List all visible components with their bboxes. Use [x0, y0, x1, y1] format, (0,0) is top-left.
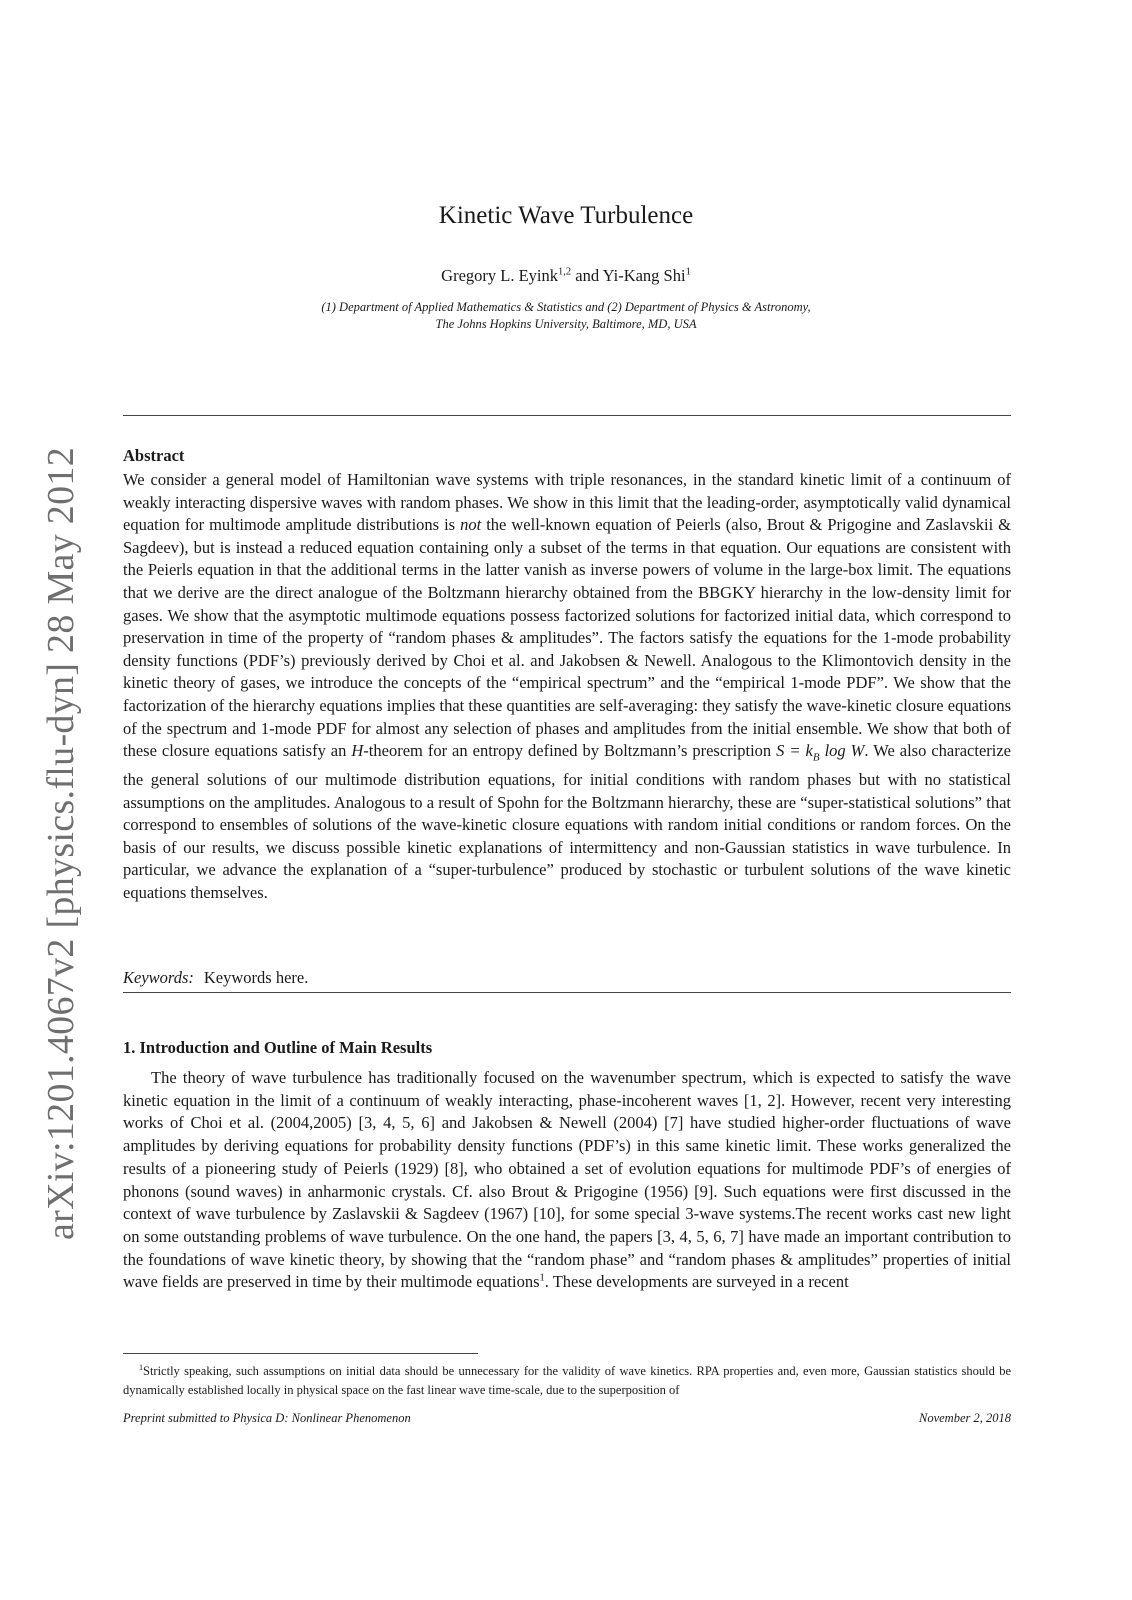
- keywords-value: Keywords here.: [203, 968, 309, 987]
- footnote: [123, 1358, 1011, 1400]
- footnote-rule: [123, 1353, 478, 1354]
- abstract-text: [123, 469, 1011, 905]
- author-line: [0, 266, 1132, 286]
- abstract-top-rule: [123, 415, 1011, 416]
- section-1-paragraph: [123, 1067, 1011, 1294]
- keywords-line: [123, 968, 308, 988]
- abstract-text-part-4: . We also characterize the general solutions of our multimode distribution equations, for initial conditions with random phases but with no statistical assumptions on the amplitudes. Analogous to a result of Spohn for the Boltzmann hierarchy, these are “super-statistical solutions” that correspond to ensembles of solutions of the wave-kinetic closure equations with random initial conditions or random forces. On the basis of our results, we discuss possible kinetic explanations of intermittency and non-Gaussian statistics in wave turbulence. In particular, we advance the explanation of a “super-turbulence” produced by stochastic or turbulent solutions of the wave kinetic equations themselves.: [123, 741, 1011, 902]
- author-conjunction: and: [571, 266, 603, 285]
- author-1: Gregory L. Eyink: [441, 266, 559, 285]
- footer-date: November 2, 2018: [919, 1411, 1011, 1425]
- preprint-note: Preprint submitted to Physica D: Nonlinear Phenomenon: [123, 1411, 411, 1425]
- abstract-bottom-rule: [123, 992, 1011, 993]
- section-1-text-tail: . These developments are surveyed in a recent: [544, 1272, 849, 1292]
- affiliation-line-1: (1) Department of Applied Mathematics & Statistics and (2) Department of Physics & Astronomy,: [321, 300, 811, 314]
- entropy-formula-main: S = k: [776, 741, 813, 761]
- footnote-mark: 1: [139, 1363, 143, 1372]
- abstract-emphasis-not: not: [460, 515, 482, 535]
- section-1-heading: 1. Introduction and Outline of Main Results: [123, 1038, 433, 1057]
- arxiv-side-stamp: arXiv:1201.4067v2 [physics.flu-dyn] 28 May 2012: [40, 446, 82, 1240]
- entropy-formula: [776, 741, 865, 764]
- author-2-affiliation-mark: 1: [685, 266, 691, 278]
- entropy-formula-tail: log W: [819, 741, 865, 761]
- affiliation-line-2: The Johns Hopkins University, Baltimore, MD, USA: [435, 317, 697, 331]
- affiliation: [0, 299, 1132, 333]
- footnote-mark-in-text: 1: [539, 1272, 545, 1284]
- abstract-heading: Abstract: [123, 446, 185, 465]
- abstract-text-part-2: the well-known equation of Peierls (also, Brout & Prigogine and Zaslavskii & Sagdeev), but is instead a reduced equation containing only a subset of the terms in that equation. Our equations are consistent with the Peierls equation in that the additional terms in the latter vanish as inverse powers of volume in the large-box limit. The equations that we derive are the direct analogue of the Boltzmann hierarchy obtained from the BBGKY hierarchy in the low-density limit for gases. We show that the asymptotic multimode equations possess factorized solutions for factorized initial data, which correspond to preservation in time of the property of “random phases & amplitudes”. The factors satisfy the equations for the 1-mode probability density functions (PDF’s) previously derived by Choi et al. and Jakobsen & Newell. Analogous to the Klimontovich density in the kinetic theory of gases, we introduce the concepts of the “empirical spectrum” and the “empirical 1-mode PDF”. We show that the factorization of the hierarchy equations implies that these quantities are self-averaging: they satisfy the wave-kinetic closure equations of the spectrum and 1-mode PDF for almost any selection of phases and amplitudes from the initial ensemble. We show that both of these closure equations satisfy an: [123, 515, 1012, 761]
- paper-title: Kinetic Wave Turbulence: [438, 202, 694, 229]
- abstract-text-part-1: We consider a general model of Hamiltonian wave systems with triple resonances, in the standard kinetic limit of a continuum of weakly interacting dispersive waves with random phases. We show in this limit that the leading-order, asymptotically valid dynamical equation for multimode amplitude distributions is: [123, 470, 1011, 535]
- footnote-text: Strictly speaking, such assumptions on initial data should be unnecessary for the validity of wave kinetics. RPA properties and, even more, Gaussian statistics should be dynamically established locally in physical space on the fast linear wave time-scale, due to the superposition of: [123, 1364, 1011, 1398]
- keywords-label: Keywords:: [123, 968, 194, 987]
- abstract-text-part-3: -theorem for an entropy defined by Boltzmann’s prescription: [363, 741, 777, 761]
- author-2: Yi-Kang Shi: [602, 266, 686, 285]
- author-1-affiliation-mark: 1,2: [558, 266, 572, 278]
- entropy-formula-subscript: B: [812, 751, 820, 764]
- section-1-text: The theory of wave turbulence has traditionally focused on the wavenumber spectrum, which is expected to satisfy the wave kinetic equation in the limit of a continuum of weakly interacting, phase-incoherent waves [1, 2]. However, recent very interesting works of Choi et al. (2004,2005) [3, 4, 5, 6] and Jakobsen & Newell (2004) [7] have studied higher-order fluctuations of wave amplitudes by deriving equations for probability density functions (PDF’s) in this same kinetic limit. These works generalized the results of a pioneering study of Peierls (1929) [8], who obtained a set of evolution equations for multimode PDF’s of energies of phonons (sound waves) in anharmonic crystals. Cf. also Brout & Prigogine (1956) [9]. Such equations were first discussed in the context of wave turbulence by Zaslavskii & Sagdeev (1967) [10], for some special 3-wave systems.The recent works cast new light on some outstanding problems of wave turbulence. On the one hand, the papers [3, 4, 5, 6, 7] have made an important contribution to the foundations of wave kinetic theory, by showing that the “random phase” and “random phases & amplitudes” properties of initial wave fields are preserved in time by their multimode equations: [123, 1068, 1011, 1292]
- h-theorem-symbol: H: [351, 741, 364, 761]
